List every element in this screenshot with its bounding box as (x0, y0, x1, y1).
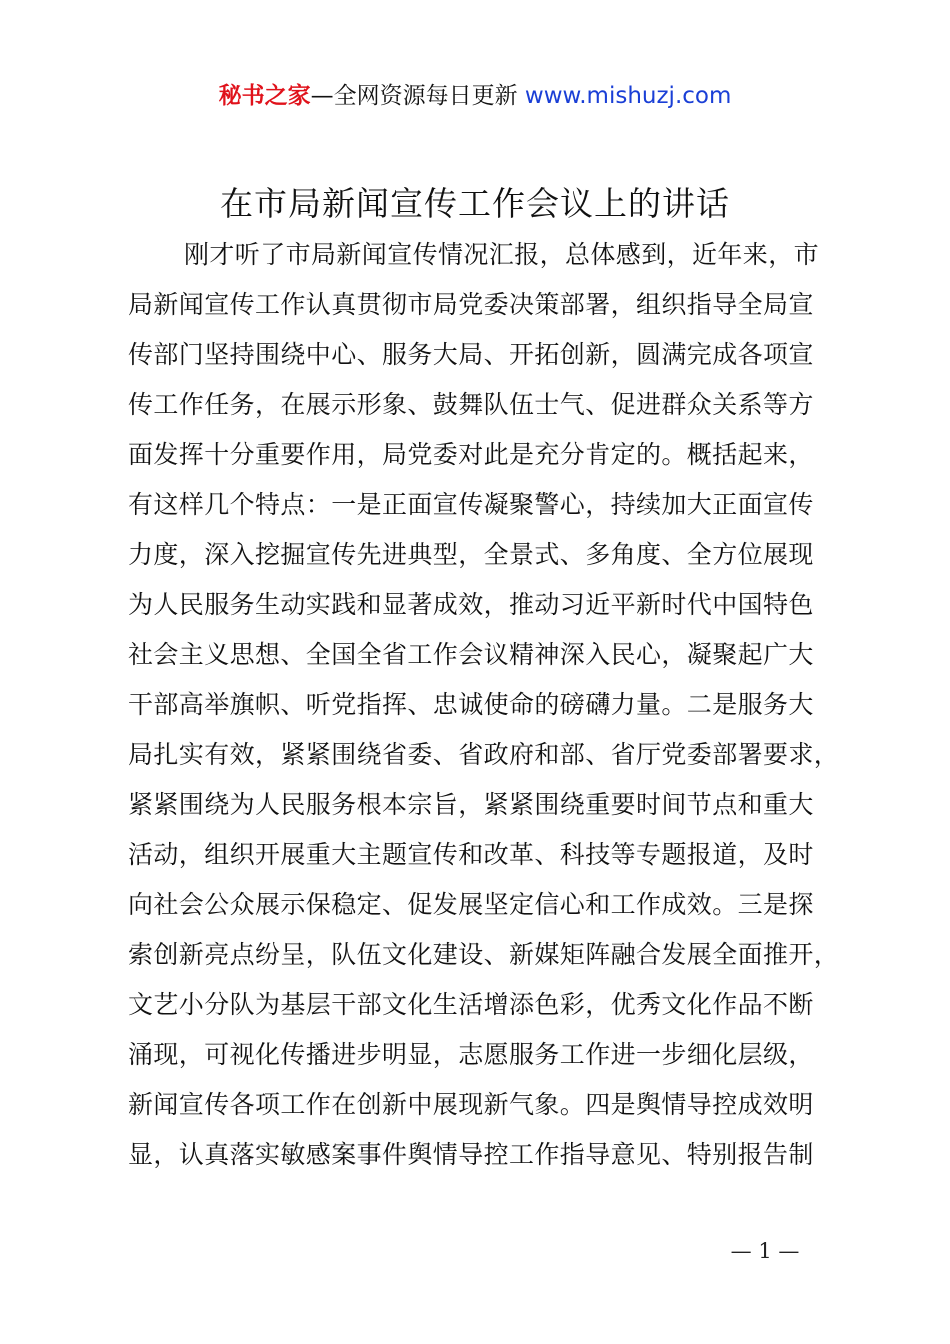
body-line: 为人民服务生动实践和显著成效，推动习近平新时代中国特色 (128, 590, 814, 619)
body-line: 文艺小分队为基层干部文化生活增添色彩，优秀文化作品不断 (128, 990, 814, 1019)
body-line: 刚才听了市局新闻宣传情况汇报，总体感到，近年来，市 (184, 240, 820, 269)
site-url-link[interactable]: www.mishuzj.com (524, 83, 732, 109)
body-line: 力度，深入挖掘宣传先进典型，全景式、多角度、全方位展现 (128, 540, 814, 569)
body-line: 向社会公众展示保稳定、促发展坚定信心和工作成效。三是探 (128, 890, 814, 919)
body-line: 局新闻宣传工作认真贯彻市局党委决策部署，组织指导全局宣 (128, 290, 814, 319)
body-line: 干部高举旗帜、听党指挥、忠诚使命的磅礴力量。二是服务大 (128, 690, 814, 719)
document-title: 在市局新闻宣传工作会议上的讲话 (220, 184, 730, 223)
body-line: 紧紧围绕为人民服务根本宗旨，紧紧围绕重要时间节点和重大 (128, 790, 814, 819)
body-line: 新闻宣传各项工作在创新中展现新气象。四是舆情导控成效明 (128, 1090, 814, 1119)
body-line: 活动，组织开展重大主题宣传和改革、科技等专题报道，及时 (128, 840, 814, 869)
body-line: 面发挥十分重要作用，局党委对此是充分肯定的。概括起来， (128, 440, 814, 469)
body-line: 索创新亮点纷呈，队伍文化建设、新媒矩阵融合发展全面推开， (128, 940, 840, 969)
body-line: 社会主义思想、全国全省工作会议精神深入民心，凝聚起广大 (128, 640, 814, 669)
body-line: 传部门坚持围绕中心、服务大局、开拓创新，圆满完成各项宣 (128, 340, 814, 369)
body-line: 有这样几个特点：一是正面宣传凝聚警心，持续加大正面宣传 (128, 490, 814, 519)
page-number: — 1 — (730, 1239, 800, 1263)
document-body (128, 230, 840, 1180)
body-line: 局扎实有效，紧紧围绕省委、省政府和部、省厅党委部署要求， (128, 740, 840, 769)
site-tagline: —全网资源每日更新 (310, 83, 525, 109)
site-brand: 秘书之家 (218, 83, 311, 109)
body-line: 传工作任务，在展示形象、鼓舞队伍士气、促进群众关系等方 (128, 390, 814, 419)
body-line: 显，认真落实敏感案事件舆情导控工作指导意见、特别报告制 (128, 1140, 814, 1169)
body-line: 涌现，可视化传播进步明显，志愿服务工作进一步细化层级， (128, 1040, 814, 1069)
site-header (0, 80, 950, 112)
